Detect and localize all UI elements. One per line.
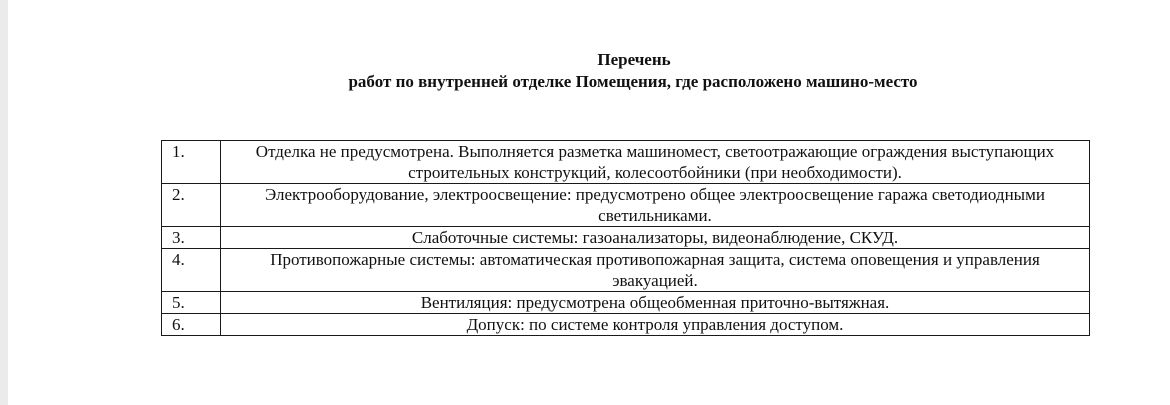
table-row bbox=[162, 249, 1090, 292]
table-row bbox=[162, 184, 1090, 227]
row-number: 1. bbox=[162, 141, 221, 184]
row-number: 4. bbox=[162, 249, 221, 292]
row-number: 2. bbox=[162, 184, 221, 227]
table-row bbox=[162, 292, 1090, 314]
row-text: Допуск: по системе контроля управления доступом. bbox=[221, 314, 1090, 336]
row-text: Вентиляция: предусмотрена общеобменная приточно-вытяжная. bbox=[221, 292, 1090, 314]
document-subtitle: работ по внутренней отделке Помещения, где расположено машино-место bbox=[348, 72, 918, 91]
row-text: Противопожарные системы: автоматическая противопожарная защита, система оповещения и управления эвакуацией. bbox=[221, 249, 1090, 292]
row-text: Электрооборудование, электроосвещение: предусмотрено общее электроосвещение гаража светодиодными светильниками. bbox=[221, 184, 1090, 227]
row-number: 3. bbox=[162, 227, 221, 249]
table-row bbox=[162, 314, 1090, 336]
document-page bbox=[8, 0, 1170, 405]
row-number: 6. bbox=[162, 314, 221, 336]
row-number: 5. bbox=[162, 292, 221, 314]
row-text: Отделка не предусмотрена. Выполняется разметка машиномест, светоотражающие ограждения выступающих строительных конструкций, колесоотбойники (при необходимости). bbox=[221, 141, 1090, 184]
works-table bbox=[161, 140, 1090, 336]
row-text: Слаботочные системы: газоанализаторы, видеонаблюдение, СКУД. bbox=[221, 227, 1090, 249]
table-row bbox=[162, 227, 1090, 249]
table-row bbox=[162, 141, 1090, 184]
document-title: Перечень bbox=[597, 50, 671, 69]
